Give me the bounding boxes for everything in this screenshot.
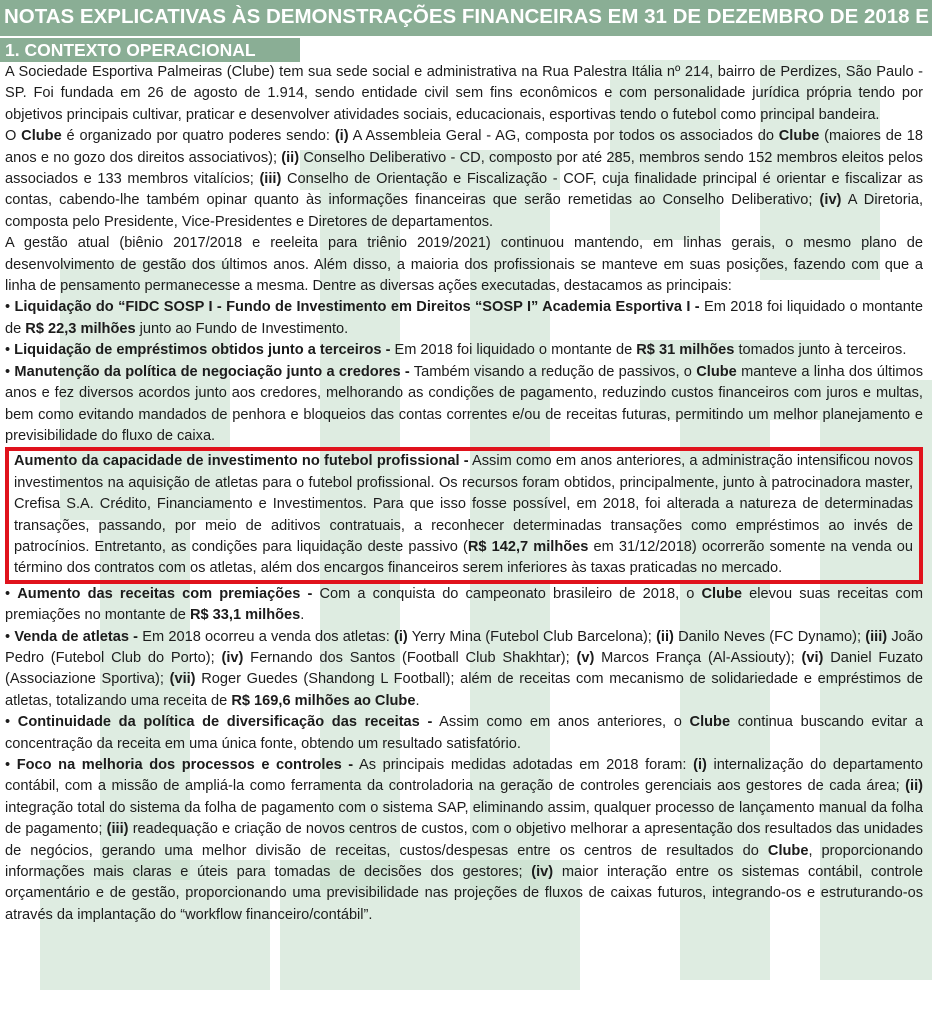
- bullet-prizes: • Aumento das receitas com premiações - Com a conquista do campeonato brasileiro de 2018, o Clube elevou suas receitas com premiações no montante de R$ 33,1 milhões.: [5, 585, 923, 624]
- bullet-processes: • Foco na melhoria dos processos e controles - As principais medidas adotadas em 2018 foram: (i) internalização do departamento contábil, com a missão de ampliá-la como ferramenta da controladoria na geração de controles gerenciais aos gestores de cada área; (ii) integração total do sistema da folha de pagamento com o sistema SAP, eliminando assim, qualquer processo de lançamento manual da folha de pagamento; (iii) readequação e criação de novos centros de custos, com o objetivo melhorar a apresentação dos resultados das unidades de negócios, gerando uma melhor divisão de receitas, custos/despesas entre os centros de resultados do Clube, proporcionando informações mais claras e úteis para tomadas de decisões dos gestores; (iv) maior interação entre os sistemas contábil, controle orçamentário e de gestão, proporcionando uma previsibilidade nas projeções de fluxos de caixas futuros, integrando-os e estruturando-os através da implantação do “workflow financeiro/contábil”.: [5, 757, 923, 923]
- section-heading-bar: [0, 38, 300, 62]
- bullet-loans: • Liquidação de empréstimos obtidos junto a terceiros - Em 2018 foi liquidado o montante de R$ 31 milhões tomados junto à terceiros.: [5, 342, 907, 359]
- body-text: [5, 62, 923, 926]
- paragraph-governance: O Clube é organizado por quatro poderes sendo: (i) A Assembleia Geral - AG, composta por todos os associados do Clube (maiores de 18 anos e no gozo dos direitos associativos); (ii) Conselho Deliberativo - CD, composto por até 285, membros sendo 152 membros eleitos pelos associados e 133 membros vitalícios; (iii) Conselho de Orientação e Fiscalização - COF, cuja finalidade principal é orientar e fiscalizar as contas, cabendo-lhe também opinar quanto às informações financeiras que serão remetidas ao Conselho Deliberativo; (iv) A Diretoria, composta pelo Presidente, Vice-Presidentes e Diretores de departamentos.: [5, 128, 924, 230]
- section-heading: 1. CONTEXTO OPERACIONAL: [5, 40, 256, 60]
- bullet-player-sales: • Venda de atletas - Em 2018 ocorreu a venda dos atletas: (i) Yerry Mina (Futebol Club Barcelona); (ii) Danilo Neves (FC Dynamo); (iii) João Pedro (Futebol Club do Porto); (iv) Fernando dos Santos (Football Club Shakhtar); (v) Marcos França (Al-Assiouty); (vi) Daniel Fuzato (Associazione Sportiva); (vii) Roger Guedes (Shandong L Football); além de receitas com mecanismo de solidariedade e empréstimos de atletas, totalizando uma receita de R$ 169,6 milhões ao Clube.: [5, 628, 923, 709]
- document-title: NOTAS EXPLICATIVAS ÀS DEMONSTRAÇÕES FINANCEIRAS EM 31 DE DEZEMBRO DE 2018 E: [4, 5, 929, 28]
- paragraph-management: A gestão atual (biênio 2017/2018 e reeleita para triênio 2019/2021) continuou mantendo, em linhas gerais, o mesmo plano de desenvolvimento de gestão dos últimos anos. Além disso, a maioria dos profissionais se manteve em suas posições, fazendo com que a linha de pensamento permanecesse a mesma. Dentre as diversas ações executadas, destacamos as principais:: [5, 235, 923, 295]
- paragraph-context: A Sociedade Esportiva Palmeiras (Clube) tem sua sede social e administrativa na Rua Palestra Itália nº 214, bairro de Perdizes, São Paulo - SP. Foi fundada em 26 de agosto de 1.914, sendo entidade civil sem fins econômicos e com personalidade jurídica própria tendo por objetivos principais cultivar, praticar e desenvolver atividades sociais, educacionais, esportivas tendo o futebol como principal bandeira.: [5, 64, 923, 123]
- bullet-creditors: • Manutenção da política de negociação junto a credores - Também visando a redução de passivos, o Clube manteve a linha dos últimos anos e fez diversos acordos junto aos credores, melhorando as condições de pagamento, reduzindo custos financeiros com juros e multas, bem como evitando mandados de penhora e bloqueios das contas correntes e/ou de receitas futuras, permitindo um melhor planejamento e previsibilidade do fluxo de caixa.: [5, 363, 923, 444]
- bullet-fidc: • Liquidação do “FIDC SOSP I - Fundo de Investimento em Direitos “SOSP I” Academia Esportiva I - Em 2018 foi liquidado o montante de R$ 22,3 milhões junto ao Fundo de Investimento.: [5, 299, 923, 337]
- bullet-diversification: • Continuidade da política de diversificação das receitas - Assim como em anos anteriores, o Clube continua buscando evitar a concentração da receita em uma única fonte, obtendo um resultado satisfatório.: [5, 714, 923, 752]
- highlighted-bullet-investment: Aumento da capacidade de investimento no futebol profissional - Assim como em anos anteriores, a administração intensificou novos investimentos na aquisição de atletas para o futebol profissional. Os recursos foram obtidos, principalmente, junto à patrocinadora master, Crefisa S.A. Crédito, Financiamento e Investimentos. Para que isso fosse possível, em 2018, foi alterada a natureza de determinadas transações, passando, por meio de aditivos contratuais, a reconhecer determinadas transações como empréstimos ao invés de patrocínios. Entretanto, as condições para liquidação deste passivo (R$ 142,7 milhões em 31/12/2018) ocorrerão somente na venda ou término dos contratos com os atletas, além dos encargos financeiros serem inferiores às taxas praticadas no mercado.: [5, 447, 923, 583]
- title-bar: [0, 0, 932, 36]
